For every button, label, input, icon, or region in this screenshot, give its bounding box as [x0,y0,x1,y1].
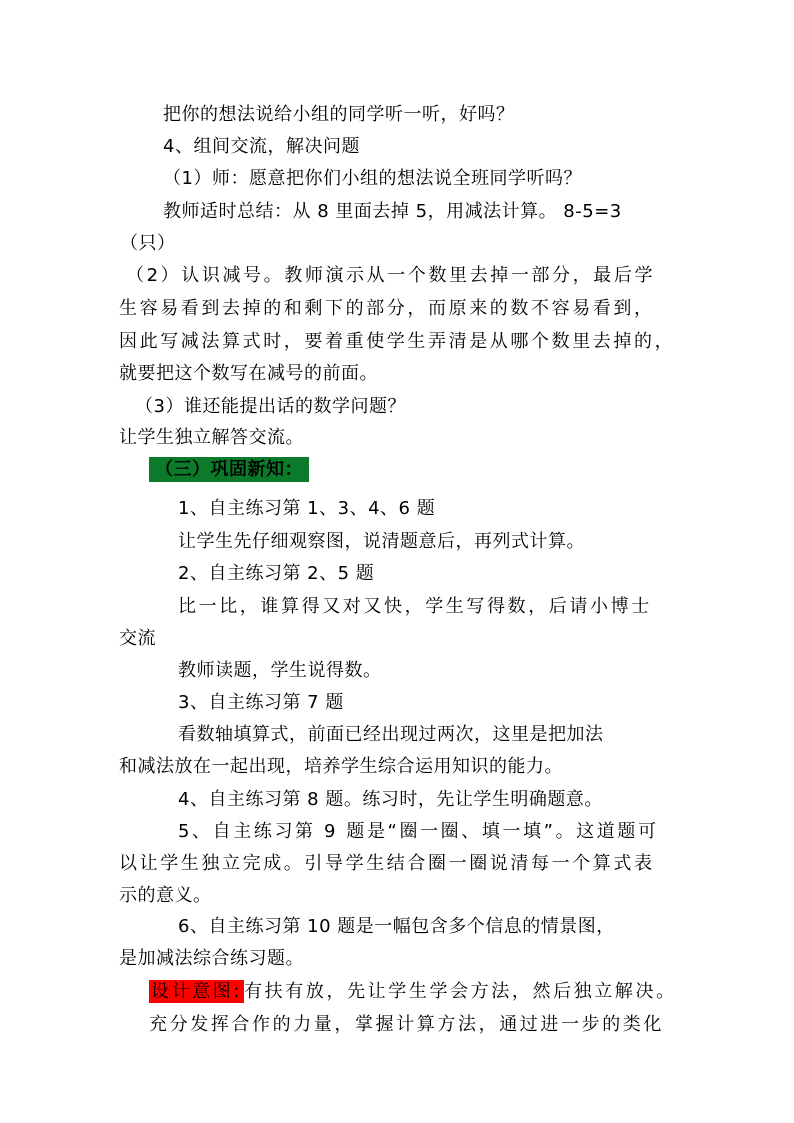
text-line: 交流 [119,628,156,649]
text-line: 生容易看到去掉的和剩下的部分，而原来的数不容易看到， [119,298,655,319]
design-intent-label: 设计意图: [151,981,243,1002]
text-line: 4、自主练习第 8 题。练习时，先让学生明确题意。 [178,789,603,810]
text-line: 示的意义。 [119,885,212,906]
design-intent-text: 有扶有放，先让学生学会方法，然后独立解决。 [244,981,677,1002]
text-line: 2、自主练习第 2、5 题 [178,563,375,584]
text-line: 因此写减法算式时，要着重使学生弄清是从哪个数里去掉的， [119,331,676,352]
section-heading [149,459,309,481]
text-line: 是加减法综合练习题。 [119,948,304,969]
text-line: （3）谁还能提出话的数学问题？ [135,396,406,417]
text-line: 6、自主练习第 10 题是一幅包含多个信息的情景图， [178,916,615,937]
text-line: 1、自主练习第 1、3、4、6 题 [178,498,436,519]
text-line: 让学生先仔细观察图，说清题意后，再列式计算。 [178,531,585,552]
text-line: （只） [120,233,176,254]
text-line: 教师适时总结：从 8 里面去掉 5，用减法计算。 8-5=3 [163,201,622,222]
text-line: （2）认识减号。教师演示从一个数里去掉一部分，最后学 [126,265,656,286]
text-line: 比一比，谁算得又对又快，学生写得数，后请小博士 [178,596,652,617]
text-line: 5、自主练习第 9 题是“圈一圈、填一填”。这道题可 [178,821,659,842]
text-line: 3、自主练习第 7 题 [178,692,344,713]
text-line: 以让学生独立完成。引导学生结合圈一圈说清每一个算式表 [119,853,655,874]
text-line: 充分发挥合作的力量，掌握计算方法，通过进一步的类化 [149,1014,664,1035]
text-line: 就要把这个数写在减号的前面。 [119,363,378,384]
text-line: 把你的想法说给小组的同学听一听，好吗？ [163,104,515,125]
text-line: 4、组间交流，解决问题 [163,136,360,157]
text-line: 看数轴填算式，前面已经出现过两次，这里是把加法 [178,724,604,745]
text-line: 让学生独立解答交流。 [119,427,304,448]
text-line: （1）师：愿意把你们小组的想法说全班同学听吗？ [163,168,582,189]
text-line: 教师读题，学生说得数。 [178,660,382,681]
text-line: 和减法放在一起出现，培养学生综合运用知识的能力。 [119,756,563,777]
design-intent-line [149,981,677,1003]
section-3-heading: （三）巩固新知： [149,457,309,482]
